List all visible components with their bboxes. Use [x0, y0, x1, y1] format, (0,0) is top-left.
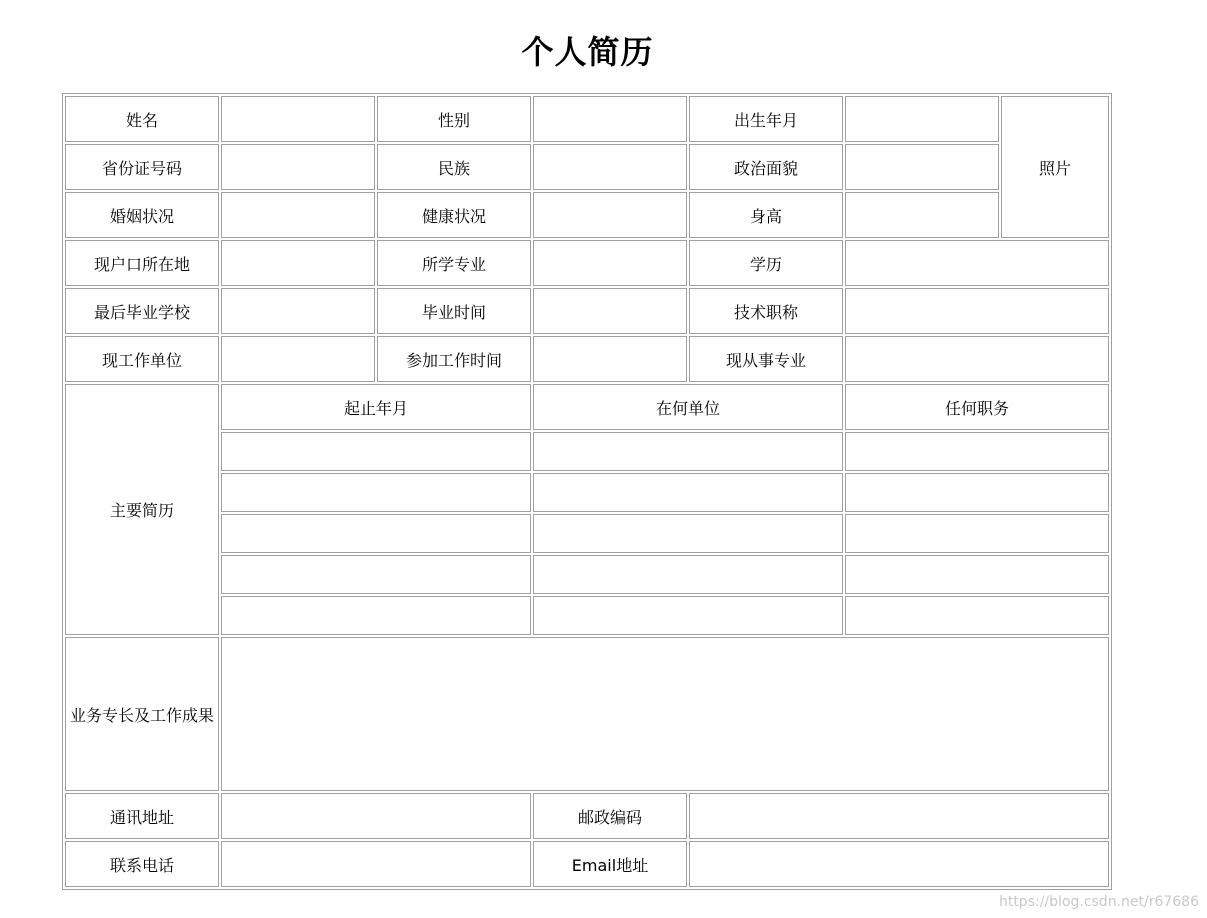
- history-unit-cell[interactable]: [533, 555, 843, 594]
- table-row: [65, 384, 1109, 430]
- employer-label: 现工作单位: [65, 336, 219, 382]
- table-row: [65, 336, 1109, 382]
- postcode-label: 邮政编码: [533, 793, 687, 839]
- table-row: [65, 240, 1109, 286]
- history-unit-cell[interactable]: [533, 596, 843, 635]
- history-period-cell[interactable]: [221, 514, 531, 553]
- history-period-cell[interactable]: [221, 473, 531, 512]
- history-unit-cell[interactable]: [533, 432, 843, 471]
- table-row: [65, 841, 1109, 887]
- education-label: 学历: [689, 240, 843, 286]
- tech-title-input-cell[interactable]: [845, 288, 1109, 334]
- political-input-cell[interactable]: [845, 144, 999, 190]
- history-position-cell[interactable]: [845, 555, 1109, 594]
- history-period-cell[interactable]: [221, 596, 531, 635]
- gender-input-cell[interactable]: [533, 96, 687, 142]
- history-unit-cell[interactable]: [533, 473, 843, 512]
- name-label: 姓名: [65, 96, 219, 142]
- gender-label: 性别: [377, 96, 531, 142]
- postcode-input-cell[interactable]: [689, 793, 1109, 839]
- table-row: [65, 432, 1109, 471]
- hukou-input-cell[interactable]: [221, 240, 375, 286]
- watermark: https://blog.csdn.net/r67686: [998, 894, 1199, 910]
- table-row: [65, 96, 1109, 142]
- phone-input-cell[interactable]: [221, 841, 531, 887]
- history-position-cell[interactable]: [845, 473, 1109, 512]
- name-input-cell[interactable]: [221, 96, 375, 142]
- history-position-cell[interactable]: [845, 432, 1109, 471]
- work-start-input-cell[interactable]: [533, 336, 687, 382]
- table-row: [65, 192, 1109, 238]
- table-row: [65, 637, 1109, 791]
- address-label: 通讯地址: [65, 793, 219, 839]
- current-field-input-cell[interactable]: [845, 336, 1109, 382]
- history-col-period: 起止年月: [221, 384, 531, 430]
- history-period-cell[interactable]: [221, 432, 531, 471]
- table-row: [65, 514, 1109, 553]
- marital-input-cell[interactable]: [221, 192, 375, 238]
- major-input-cell[interactable]: [533, 240, 687, 286]
- school-input-cell[interactable]: [221, 288, 375, 334]
- table-row: [65, 144, 1109, 190]
- ethnicity-input-cell[interactable]: [533, 144, 687, 190]
- expertise-label: 业务专长及工作成果: [65, 637, 219, 791]
- work-start-label: 参加工作时间: [377, 336, 531, 382]
- expertise-input-cell[interactable]: [221, 637, 1109, 791]
- health-label: 健康状况: [377, 192, 531, 238]
- history-position-cell[interactable]: [845, 514, 1109, 553]
- table-row: [65, 555, 1109, 594]
- email-input-cell[interactable]: [689, 841, 1109, 887]
- employer-input-cell[interactable]: [221, 336, 375, 382]
- grad-time-label: 毕业时间: [377, 288, 531, 334]
- history-unit-cell[interactable]: [533, 514, 843, 553]
- page-title: 个人简历: [521, 33, 654, 71]
- grad-time-input-cell[interactable]: [533, 288, 687, 334]
- resume-table: [62, 93, 1112, 890]
- phone-label: 联系电话: [65, 841, 219, 887]
- history-position-cell[interactable]: [845, 596, 1109, 635]
- height-label: 身高: [689, 192, 843, 238]
- history-label: 主要简历: [65, 384, 219, 635]
- table-row: [65, 793, 1109, 839]
- marital-label: 婚姻状况: [65, 192, 219, 238]
- history-col-position: 任何职务: [845, 384, 1109, 430]
- birth-label: 出生年月: [689, 96, 843, 142]
- address-input-cell[interactable]: [221, 793, 531, 839]
- tech-title-label: 技术职称: [689, 288, 843, 334]
- table-row: [65, 596, 1109, 635]
- current-field-label: 现从事专业: [689, 336, 843, 382]
- email-label: Email地址: [533, 841, 687, 887]
- table-row: [65, 288, 1109, 334]
- health-input-cell[interactable]: [533, 192, 687, 238]
- id-number-label: 省份证号码: [65, 144, 219, 190]
- height-input-cell[interactable]: [845, 192, 999, 238]
- school-label: 最后毕业学校: [65, 288, 219, 334]
- hukou-label: 现户口所在地: [65, 240, 219, 286]
- ethnicity-label: 民族: [377, 144, 531, 190]
- birth-input-cell[interactable]: [845, 96, 999, 142]
- major-label: 所学专业: [377, 240, 531, 286]
- history-col-unit: 在何单位: [533, 384, 843, 430]
- political-label: 政治面貌: [689, 144, 843, 190]
- history-period-cell[interactable]: [221, 555, 531, 594]
- table-row: [65, 473, 1109, 512]
- photo-cell[interactable]: 照片: [1001, 96, 1109, 238]
- id-number-input-cell[interactable]: [221, 144, 375, 190]
- education-input-cell[interactable]: [845, 240, 1109, 286]
